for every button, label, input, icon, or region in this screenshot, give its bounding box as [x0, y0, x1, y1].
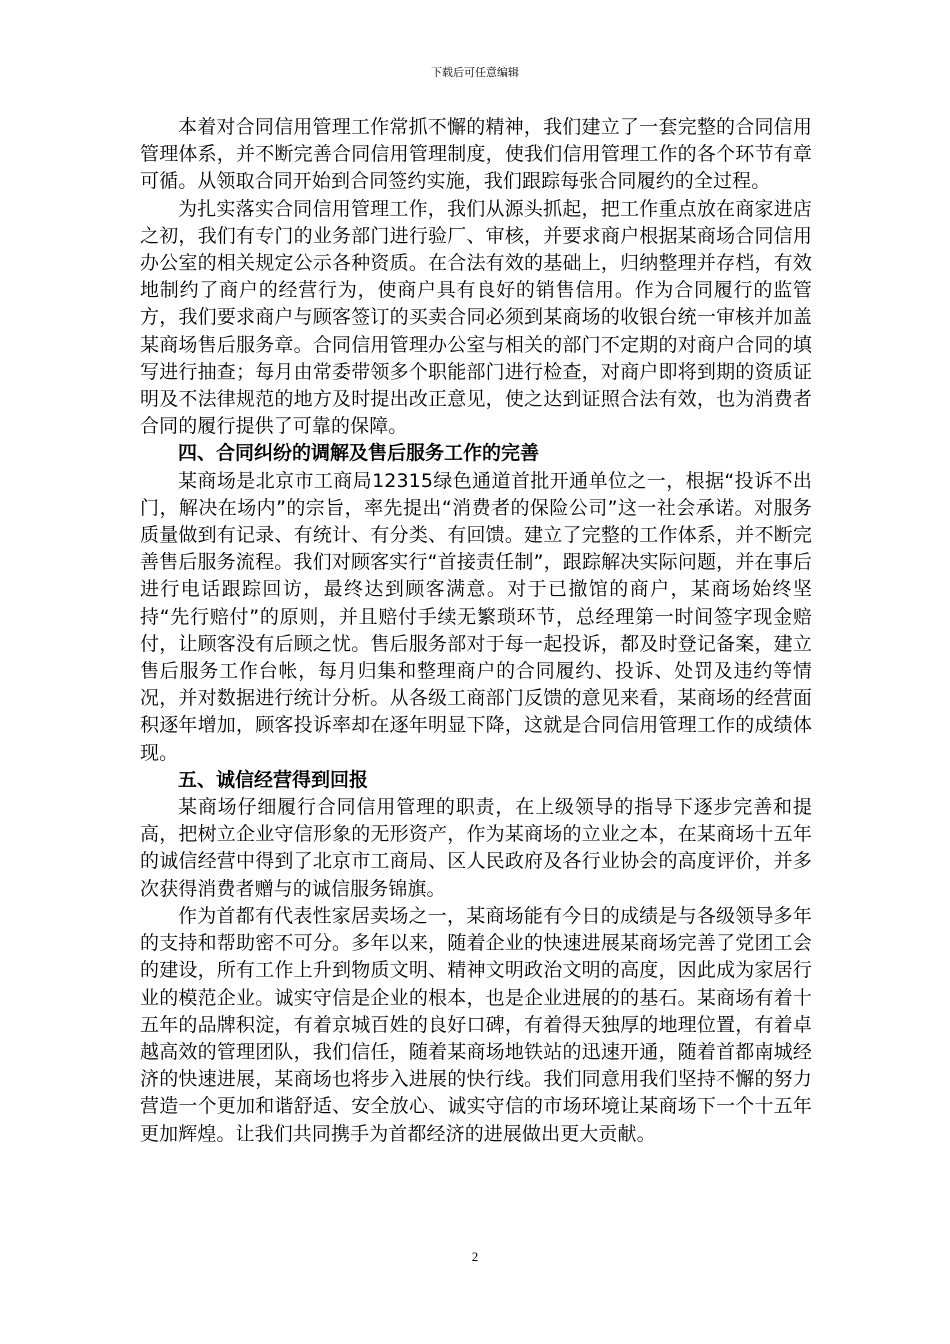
paragraph-integrity-reward: 某商场仔细履行合同信用管理的职责，在上级领导的指导下逐步完善和提高，把树立企业守信形象的无形资产，作为某商场的立业之本，在某商场十五年的诚信经营中得到了北京市工商局、区人民政府及各行业协会的高度评价，并多次获得消费者赠与的诚信服务锦旗。	[140, 796, 812, 900]
paragraph-source-management: 为扎实落实合同信用管理工作，我们从源头抓起，把工作重点放在商家进店之初，我们有专门的业务部门进行验厂、审核，并要求商户根据某商场合同信用办公室的相关规定公示各种资质。在合法有效的基础上，归纳整理并存档，有效地制约了商户的经营行为，使商户具有良好的销售信用。作为合同履行的监管方，我们要求商户与顾客签订的买卖合同必须到某商场的收银台统一审核并加盖某商场售后服务章。合同信用管理办公室与相关的部门不定期的对商户合同的填写进行抽查；每月由常委带领多个职能部门进行检查，对商户即将到期的资质证明及不法律规范的地方及时提出改正意见，使之达到证照合法有效，也为消费者合同的履行提供了可靠的保障。	[140, 197, 812, 438]
paragraph-conclusion: 作为首都有代表性家居卖场之一，某商场能有今日的成绩是与各级领导多年的支持和帮助密不可分。多年以来，随着企业的快速进展某商场完善了党团工会的建设，所有工作上升到物质文明、精神文明政治文明的高度，因此成为家居行业的模范企业。诚实守信是企业的根本，也是企业进展的的基石。某商场有着十五年的品牌积淀，有着京城百姓的良好口碑，有着得天独厚的地理位置，有着卓越高效的管理团队，我们信任，随着某商场地铁站的迅速开通，随着首都南城经济的快速进展，某商场也将步入进展的快行线。我们同意用我们坚持不懈的努力营造一个更加和谐舒适、安全放心、诚实守信的市场环境让某商场下一个十五年更加辉煌。让我们共同携手为首都经济的进展做出更大贡献。	[140, 904, 812, 1145]
paragraph-credit-system: 本着对合同信用管理工作常抓不懈的精神，我们建立了一套完整的合同信用管理体系，并不断完善合同信用管理制度，使我们信用管理工作的各个环节有章可循。从领取合同开始到合同签约实施，我们跟踪每张合同履约的全过程。	[140, 116, 812, 193]
page-number: 2	[471, 1249, 479, 1264]
section-heading-4: 四、合同纠纷的调解及售后服务工作的完善	[178, 442, 540, 465]
section-heading-5: 五、诚信经营得到回报	[178, 768, 369, 791]
page-header: 下载后可任意编辑	[431, 66, 519, 79]
document-body	[140, 114, 812, 1148]
paragraph-after-sales: 某商场是北京市工商局12315绿色通道首批开通单位之一，根据“投诉不出门，解决在场内”的宗旨，率先提出“消费者的保险公司”这一社会承诺。对服务质量做到有记录、有统计、有分类、有回馈。建立了完整的工作体系，并不断完善售后服务流程。我们对顾客实行“首接责任制”，跟踪解决实际问题，并在事后进行电话跟踪回访，最终达到顾客满意。对于已撤馆的商户，某商场始终坚持“先行赔付”的原则，并且赔付手续无繁琐环节，总经理第一时间签字现金赔付，让顾客没有后顾之忧。售后服务部对于每一起投诉，都及时登记备案，建立售后服务工作台帐，每月归集和整理商户的合同履约、投诉、处罚及违约等情况，并对数据进行统计分析。从各级工商部门反馈的意见来看，某商场的经营面积逐年增加，顾客投诉率却在逐年明显下降，这就是合同信用管理工作的成绩体现。	[140, 469, 812, 764]
